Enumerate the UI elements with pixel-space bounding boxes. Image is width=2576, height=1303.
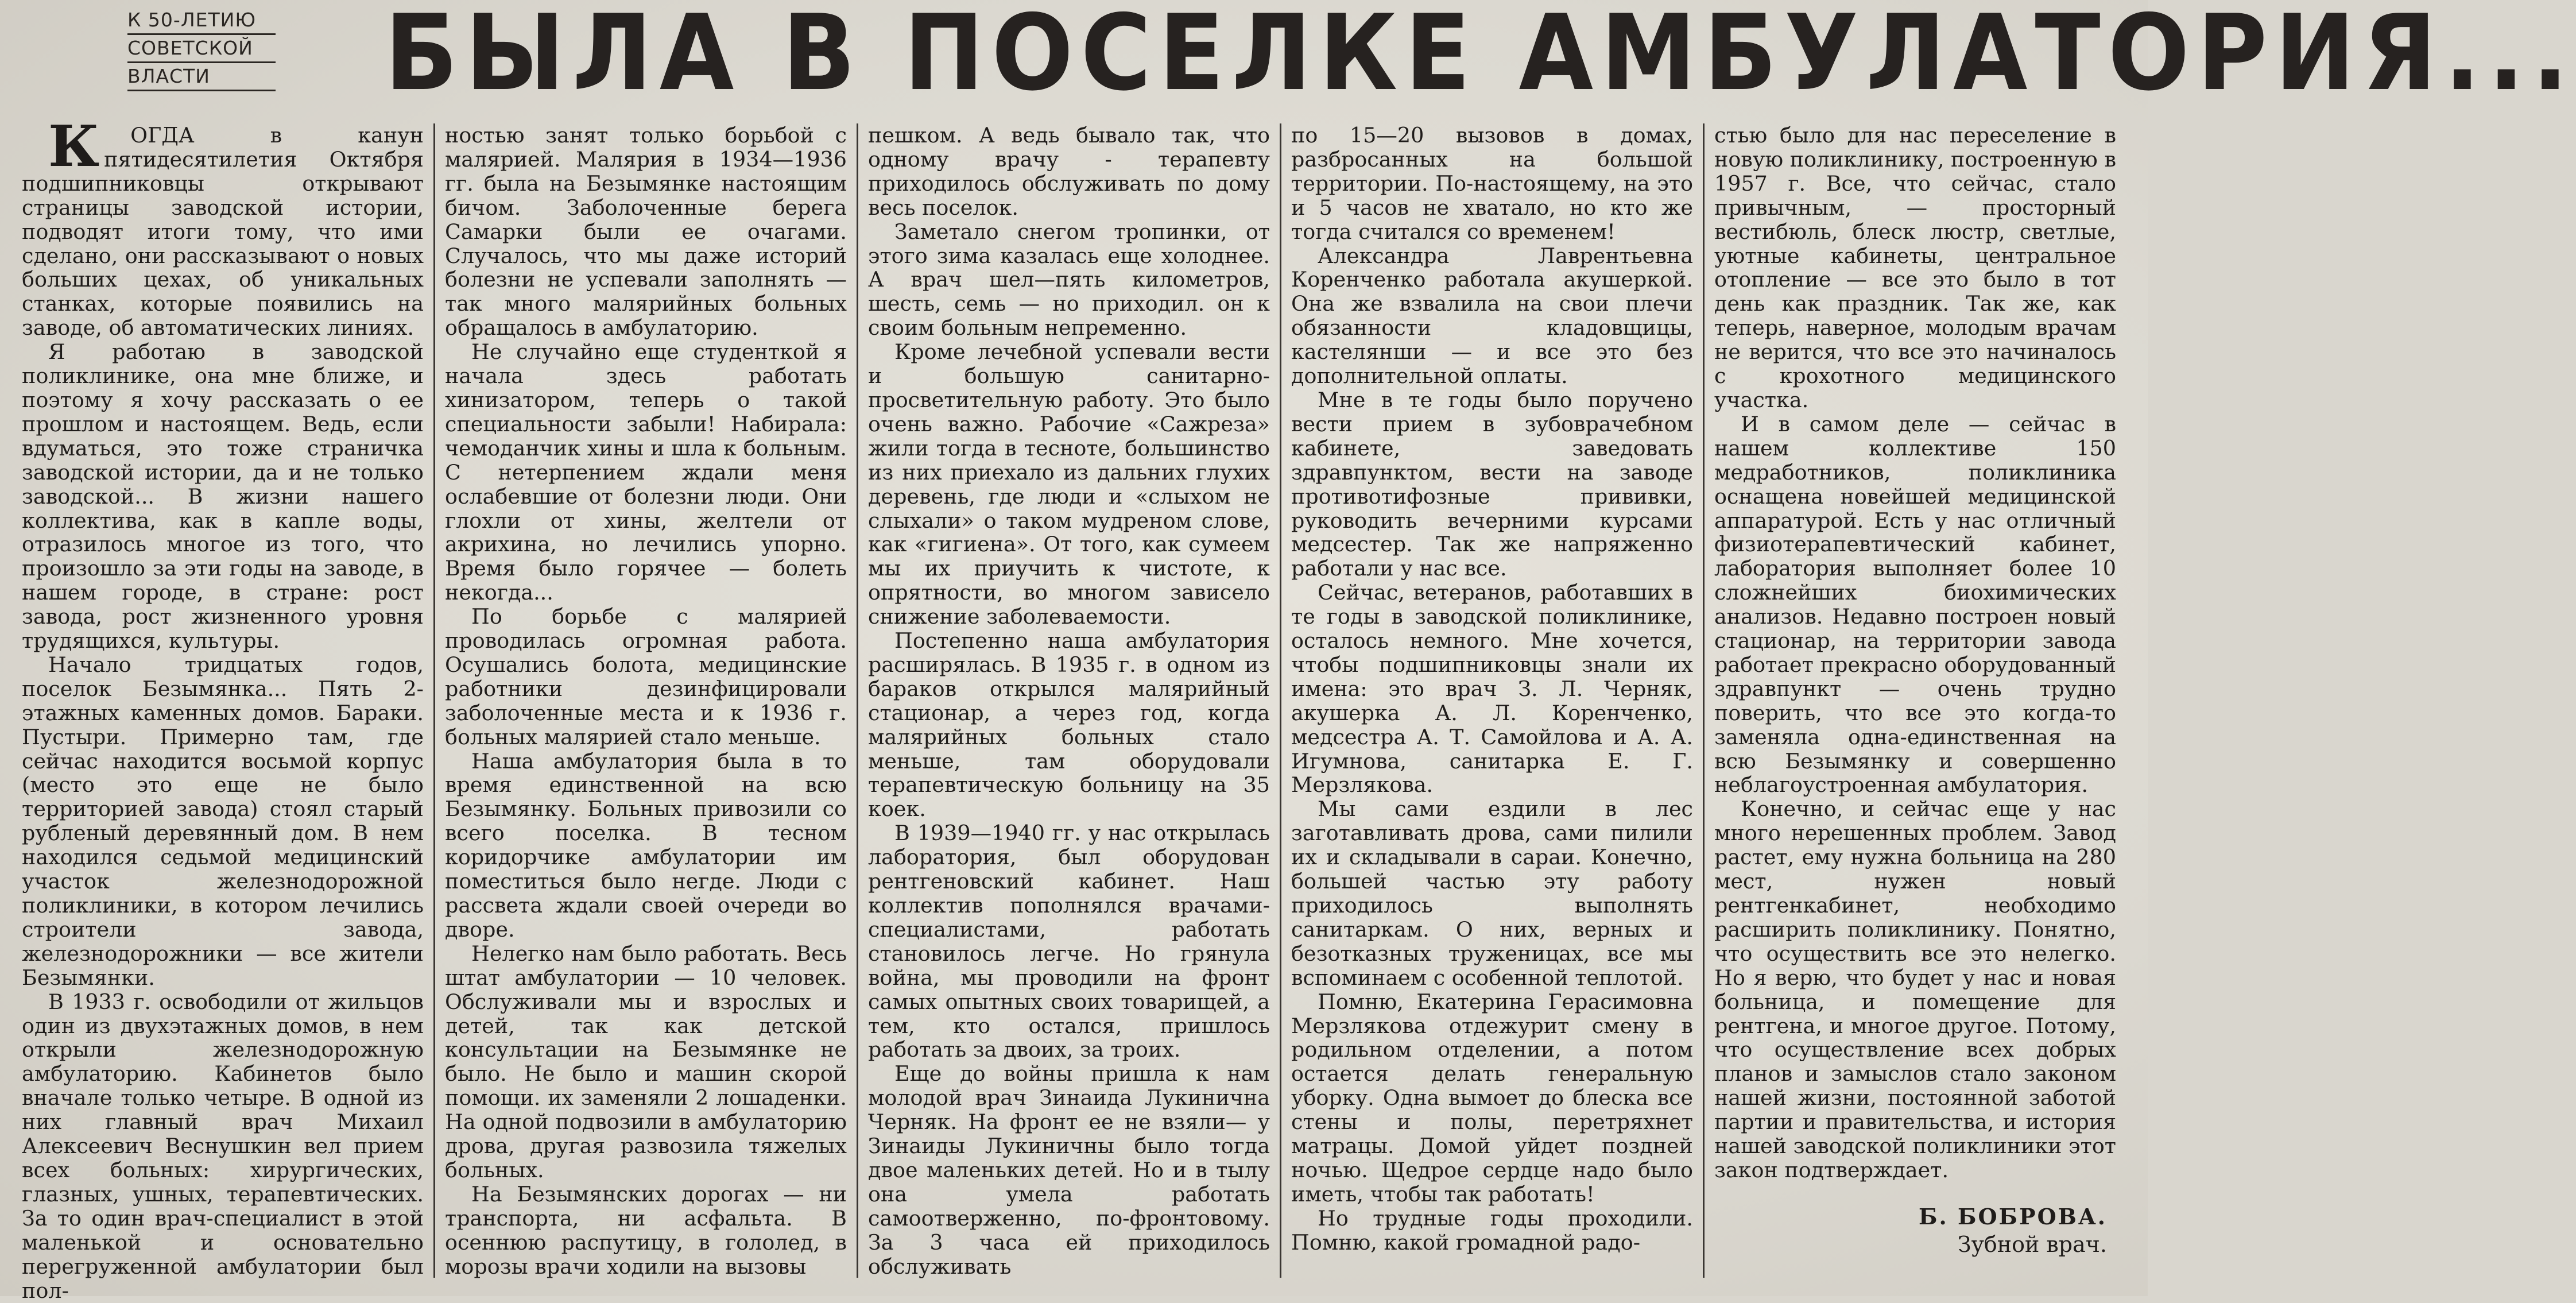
rubric-line: К 50-ЛЕТИЮ	[127, 7, 276, 35]
author-name: Б. БОБРОВА.	[1919, 1204, 2107, 1229]
paragraph: Я работаю в заводской поликлинике, она мне ближе, и поэтому я хочу рассказать о ее прошлом и настоящем. Ведь, если вдуматься, это тоже страничка заводской истории, да и не только заводской... В жизни нашего коллектива, как в капле воды, отразилось многое из того, что произошло за эти годы на заводе, в нашем городе, в стране: рост завода, рост жизненного уровня трудящихся, культуры.	[22, 339, 424, 654]
paragraph: Помню, Екатерина Герасимовна Мерзлякова отдежурит смену в родильном отделении, а потом остается делать генеральную уборку. Одна вымоет до блеска все стены и полы, перетряхнет матрацы. Домой уйдет поздней ночью. Щедрое сердце надо было иметь, чтобы так работать!	[1291, 989, 1693, 1207]
paragraph: ностью занят только борьбой с малярией. Малярия в 1934—1936 гг. была на Безымянке настоящим бичом. Заболоченные берега Самарки были ее очагами. Случалось, что мы даже историй болезни не успевали заполнять — так много малярийных больных обращалось в амбулаторию.	[445, 123, 847, 341]
paragraph: Мне в те годы было поручено вести прием в зубоврачебном кабинете, заведовать здравпунктом, вести на заводе противотифозные прививки, руководить вечерними курсами медсестер. Так же напряженно работали у нас все.	[1291, 387, 1693, 581]
paragraph: Александра Лаврентьевна Коренченко работала акушеркой. Она же взвалила на свои плечи обязанности кладовщицы, кастелянши — и все это без дополнительной оплаты.	[1291, 243, 1693, 389]
paragraph: Не случайно еще студенткой я начала здесь работать хинизатором, теперь о такой специальности забыли! Набирала: чемоданчик хины и шла к больным. С нетерпением ждали меня ослабевшие от болезни люди. Они глохли от хины, желтели от акрихина, но лечились упорно. Время было горячее — болеть некогда...	[445, 339, 847, 605]
paragraph: Конечно, и сейчас еще у нас много нерешенных проблем. Завод растет, ему нужна больница на 280 мест, нужен новый рентгенкабинет, необходимо расширить поликлинику. Понятно, что осуществить все это нелегко. Но я верю, что будет у нас и новая больница, и помещение для рентгена, и многое другое. Потому, что осуществление всех добрых планов и замыслов стало законом нашей жизни, постоянной заботой партии и правительства, и история нашей заводской поликлиники этот закон подтверждает.	[1714, 797, 2116, 1182]
paragraph: Кроме лечебной успевали вести и большую санитарно-просветительную работу. Это было очень важно. Рабочие «Сажреза» жили тогда в тесноте, большинство из них приехало из дальних глухих деревень, где люди и «слыхом не слыхали» о таком мудреном слове, как «гигиена». От того, как сумеем мы их приучить к чистоте, к опрятности, во многом зависело снижение заболеваемости.	[868, 339, 1270, 629]
paragraph	[22, 114, 424, 341]
paragraph: по 15—20 вызовов в домах, разбросанных на большой территории. По-настоящему, на это и 5 часов не хватало, но кто же тогда считался со временем!	[1291, 123, 1693, 244]
text-column-2	[445, 123, 847, 1283]
article-body	[0, 114, 2148, 1303]
rubric-line: СОВЕТСКОЙ	[127, 35, 276, 63]
text-column-1	[22, 114, 424, 1303]
text-column-4	[1291, 123, 1693, 1283]
column-divider	[433, 123, 435, 1278]
paragraph: Сейчас, ветеранов, работавших в те годы в заводской поликлинике, осталось немного. Мне хочется, чтобы подшипниковцы знали их имена: это врач З. Л. Черняк, акушерка А. Л. Коренченко, медсестра А. Т. Самойлова и А. А. Игумнова, санитарка Е. Г. Мерзлякова.	[1291, 580, 1693, 798]
author-signature	[1717, 1203, 2107, 1258]
paragraph: В 1939—1940 гг. у нас открылась лаборатория, был оборудован рентгеновский кабинет. Наш коллектив пополнялся врачами-специалистами, работать становилось легче. Но грянула война, мы проводили на фронт самых опытных своих товарищей, а тем, кто остался, пришлось работать за двоих, за троих.	[868, 821, 1270, 1062]
paragraph: стью было для нас переселение в новую поликлинику, построенную в 1957 г. Все, что сейчас, стало привычным, — просторный вестибюль, блеск люстр, светлые, уютные кабинеты, центральное отопление — все это было в тот день как праздник. Так же, как теперь, наверное, молодым врачам не верится, что все это начиналось с крохотного медицинского участка.	[1714, 123, 2116, 412]
paragraph-text: ОГДА в канун пятидесятилетия Октября подшипниковцы открывают страницы заводской истории, подводят итоги тому, что ими сделано, они рассказывают о новых больших цехах, об уникальных станках, которые появились на заводе, об автоматических линиях.	[22, 123, 424, 341]
article-headline: БЫЛА В ПОСЕЛКЕ АМБУЛАТОРИЯ...	[385, 0, 2576, 114]
paragraph: Постепенно наша амбулатория расширялась. В 1935 г. в одном из бараков открылся малярийный стационар, а через год, когда малярийных больных стало меньше, там оборудовали терапевтическую больницу на 35 коек.	[868, 628, 1270, 822]
paragraph: Наша амбулатория была в то время единственной на всю Безымянку. Больных привозили со всего поселка. В тесном коридорчике амбулатории им поместиться было негде. Люди с рассвета ждали своей очереди во дворе.	[445, 748, 847, 942]
paragraph: Заметало снегом тропинки, от этого зима казалась еще холоднее. А врач шел—пять километров, шесть, семь — но приходил. он к своим больным непременно.	[868, 219, 1270, 341]
paragraph: Еще до войны пришла к нам молодой врач Зинаида Лукинична Черняк. На фронт ее не взяли— у Зинаиды Лукиничны было тогда двое маленьких детей. Но и в тылу она умела работать самоотверженно, по-фронтовому. За 3 часа ей приходилось обслуживать	[868, 1061, 1270, 1279]
drop-cap: К	[48, 114, 100, 180]
text-column-5	[1714, 123, 2116, 1192]
paragraph: Но трудные годы проходили. Помню, какой громадной радо-	[1291, 1205, 1693, 1255]
column-divider	[1280, 123, 1281, 1278]
paragraph: И в самом деле — сейчас в нашем коллективе 150 медработников, поликлиника оснащена новейшей медицинской аппаратурой. Есть у нас отличный физиотерапевтический кабинет, лаборатория выполняет более 10 сложнейших биохимических анализов. Недавно построен новый стационар, на территории завода работает прекрасно оборудованный здравпункт — очень трудно поверить, что все это когда-то заменяла одна-единственная на всю Безымянку и совершенно неблагоустроенная амбулатория.	[1714, 411, 2116, 798]
paragraph: На Безымянских дорогах — ни транспорта, ни асфальта. В осеннюю распутицу, в гололед, в морозы врачи ходили на вызовы	[445, 1181, 847, 1279]
column-divider	[1703, 123, 1705, 1278]
anniversary-rubric	[127, 7, 276, 91]
paragraph: По борьбе с малярией проводилась огромная работа. Осушались болота, медицинские работники дезинфицировали заболоченные места и к 1936 г. больных малярией стало меньше.	[445, 604, 847, 749]
paragraph: Мы сами ездили в лес заготавливать дрова, сами пилили их и складывали в сараи. Конечно, большей частью эту работу приходилось выполнять санитаркам. О них, верных и безотказных труженицах, все мы вспоминаем с особенной теплотой.	[1291, 797, 1693, 990]
paragraph: В 1933 г. освободили от жильцов один из двухэтажных домов, в нем открыли железнодорожную амбулаторию. Кабинетов было вначале только четыре. В одной из них главный врач Михаил Алексеевич Веснушкин вел прием всех больных: хирургических, глазных, ушных, терапевтических. За то один врач-специалист в этой маленькой и основательно перегруженной амбулатории был пол-	[22, 989, 424, 1303]
author-position: Зубной врач.	[1957, 1232, 2107, 1257]
column-divider	[857, 123, 858, 1278]
paragraph: пешком. А ведь бывало так, что одному врачу - терапевту приходилось обслуживать по дому весь поселок.	[868, 123, 1270, 220]
text-column-3	[868, 123, 1270, 1283]
paragraph: Нелегко нам было работать. Весь штат амбулатории — 10 человек. Обслуживали мы и взрослых и детей, так как детской консультации на Безымянке не было. Не было и машин скорой помощи. их заменяли 2 лошаденки. На одной подвозили в амбулаторию дрова, другая развозила тяжелых больных.	[445, 941, 847, 1182]
rubric-line: ВЛАСТИ	[127, 63, 276, 91]
paragraph: Начало тридцатых годов, поселок Безымянка... Пять 2-этажных каменных домов. Бараки. Пустыри. Примерно там, где сейчас находится восьмой корпус (место это еще не было территорией завода) стоял старый рубленый деревянный дом. В нем находился седьмой медицинский участок железнодорожной поликлиники, в котором лечились строители завода, железнодорожники — все жители Безымянки.	[22, 652, 424, 990]
